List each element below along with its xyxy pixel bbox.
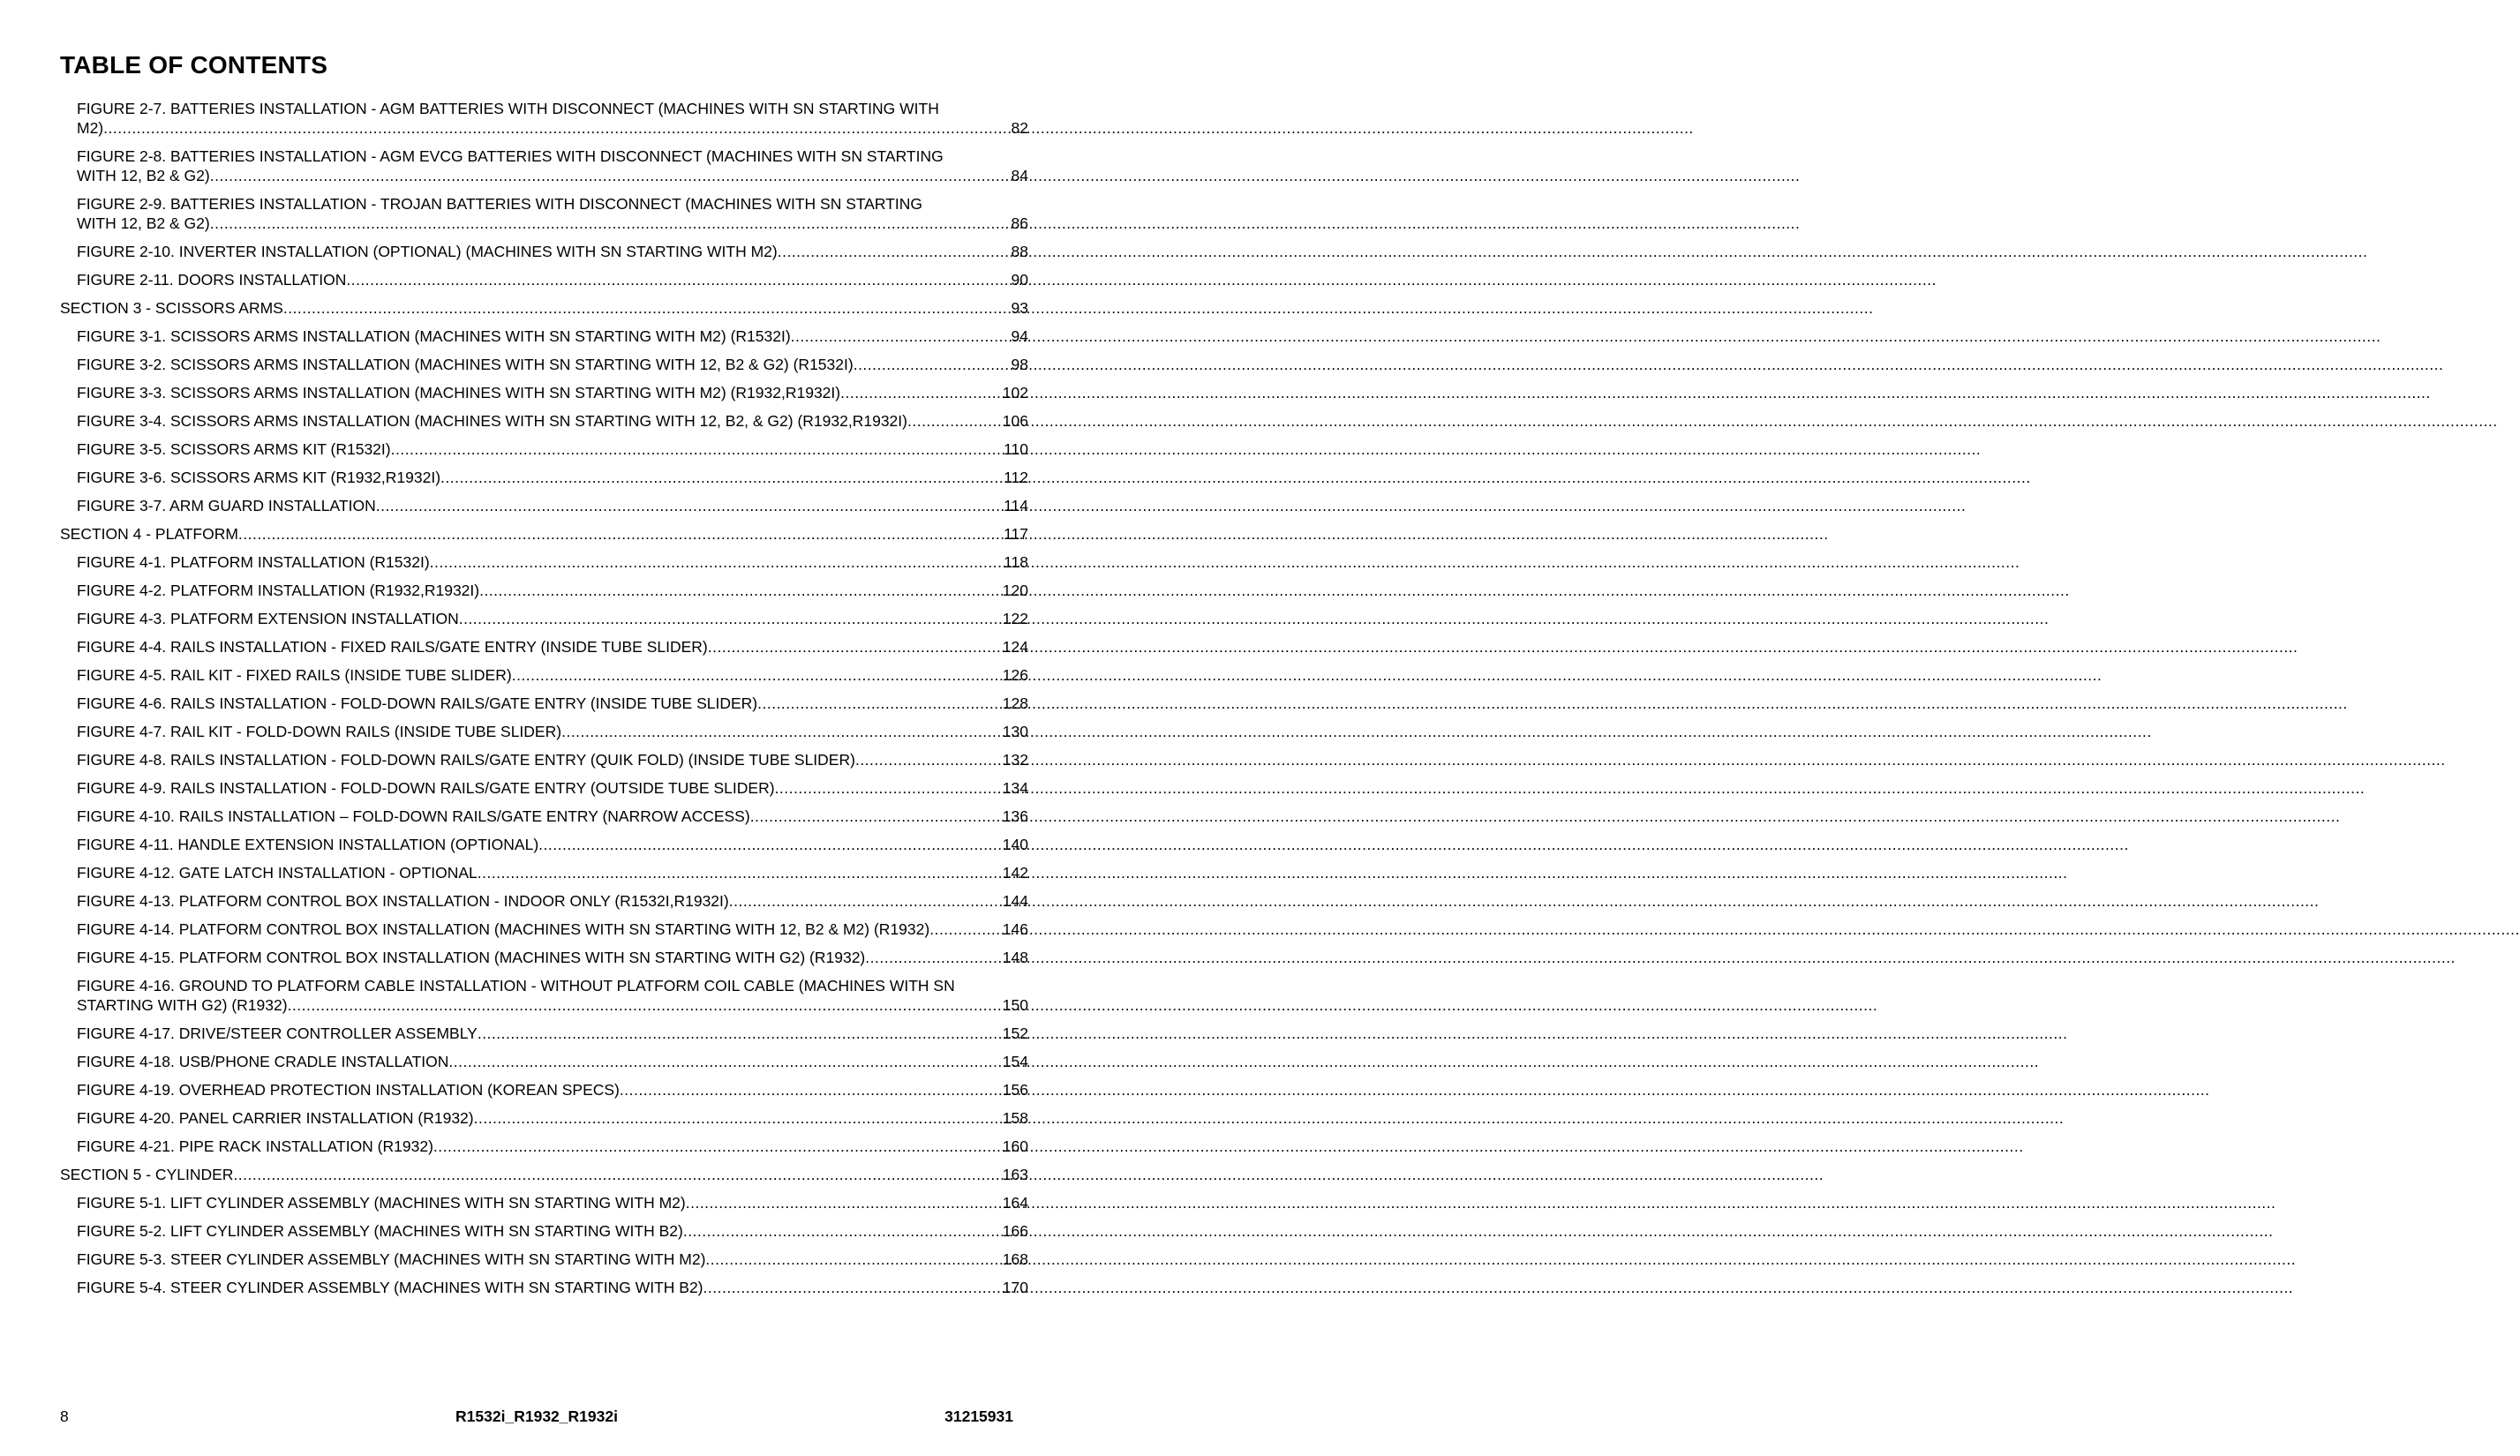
toc-figure-entry[interactable]	[77, 1024, 1028, 1043]
toc-figure-entry[interactable]	[77, 355, 1028, 374]
toc-entry-title-line1: FIGURE 2-9. BATTERIES INSTALLATION - TROJAN BATTERIES WITH DISCONNECT (MACHINES WITH SN STARTING	[77, 195, 923, 213]
toc-section-entry[interactable]	[60, 298, 1028, 318]
dot-leader	[757, 694, 1001, 713]
toc-figure-entry[interactable]	[77, 99, 1028, 138]
dot-leader	[775, 778, 1001, 798]
toc-figure-entry[interactable]	[77, 1250, 1028, 1269]
toc-figure-entry[interactable]	[77, 835, 1028, 854]
toc-figure-entry[interactable]	[77, 976, 1028, 1015]
toc-figure-entry[interactable]	[77, 722, 1028, 741]
toc-entry-page: 130	[1002, 723, 1028, 740]
toc-figure-entry[interactable]	[77, 750, 1028, 769]
toc-entry-title: FIGURE 4-14. PLATFORM CONTROL BOX INSTALLATION (MACHINES WITH SN STARTING WITH 12, B2 & M2) (R1932)	[77, 920, 930, 938]
toc-entry-page: 166	[1002, 1222, 1028, 1240]
toc-figure-entry[interactable]	[77, 948, 1028, 967]
toc-entry-page: 163	[1002, 1166, 1028, 1183]
toc-entry-page: 86	[1011, 214, 1028, 232]
toc-entry-title: FIGURE 4-13. PLATFORM CONTROL BOX INSTALLATION - INDOOR ONLY (R1532I,R1932I)	[77, 892, 729, 910]
toc-figure-entry[interactable]	[77, 919, 1028, 939]
toc-entry-page: 122	[1002, 610, 1028, 627]
toc-entry-title: FIGURE 4-8. RAILS INSTALLATION - FOLD-DOWN RAILS/GATE ENTRY (QUIK FOLD) (INSIDE TUBE SLIDER)	[77, 751, 855, 769]
toc-figure-entry[interactable]	[77, 1080, 1028, 1100]
dot-leader	[840, 383, 1001, 402]
dot-leader	[210, 214, 1010, 233]
toc-entry-page: 102	[1002, 384, 1028, 402]
dot-leader	[865, 948, 1001, 967]
toc-entry-page: 146	[1002, 920, 1028, 938]
dot-leader	[430, 552, 1002, 572]
toc-figure-entry[interactable]	[77, 637, 1028, 657]
toc-entry-title: WITH 12, B2 & G2)	[77, 167, 210, 184]
dot-leader	[238, 524, 1002, 544]
toc-entry-page: 144	[1002, 892, 1028, 910]
dot-leader	[448, 1052, 1000, 1071]
toc-entry-page: 120	[1002, 582, 1028, 599]
toc-entry-title: FIGURE 4-21. PIPE RACK INSTALLATION (R1932)	[77, 1137, 433, 1155]
toc-entry-title: FIGURE 4-7. RAIL KIT - FOLD-DOWN RAILS (INSIDE TUBE SLIDER)	[77, 723, 562, 740]
dot-leader	[708, 637, 1001, 657]
toc-entry-page: 82	[1011, 119, 1028, 137]
toc-figure-entry[interactable]	[77, 270, 1028, 289]
dot-leader	[433, 1137, 1001, 1156]
toc-entry-title: FIGURE 5-4. STEER CYLINDER ASSEMBLY (MACHINES WITH SN STARTING WITH B2)	[77, 1279, 703, 1296]
toc-entry-title: FIGURE 4-4. RAILS INSTALLATION - FIXED RAILS/GATE ENTRY (INSIDE TUBE SLIDER)	[77, 638, 708, 656]
toc-entry-title: SECTION 4 - PLATFORM	[60, 525, 238, 543]
toc-entry-page: 136	[1002, 807, 1028, 825]
dot-leader	[683, 1221, 1001, 1241]
dot-leader	[479, 581, 1001, 600]
toc-figure-entry[interactable]	[77, 194, 1028, 233]
toc-entry-title: FIGURE 4-10. RAILS INSTALLATION – FOLD-DOWN RAILS/GATE ENTRY (NARROW ACCESS)	[77, 807, 750, 825]
toc-figure-entry[interactable]	[77, 778, 1028, 798]
dot-leader	[376, 496, 1002, 515]
toc-entry-title-line1: FIGURE 2-7. BATTERIES INSTALLATION - AGM BATTERIES WITH DISCONNECT (MACHINES WITH SN STARTING WITH	[77, 100, 939, 117]
toc-entry-page: 140	[1002, 836, 1028, 853]
toc-list	[60, 99, 1028, 1297]
toc-entry-page: 152	[1002, 1024, 1028, 1042]
toc-figure-entry[interactable]	[77, 1278, 1028, 1297]
dot-leader	[686, 1193, 1001, 1212]
dot-leader	[512, 665, 1001, 685]
toc-entry-page: 158	[1002, 1109, 1028, 1127]
toc-entry-page: 114	[1004, 497, 1028, 514]
toc-entry-title: WITH 12, B2 & G2)	[77, 214, 210, 232]
toc-entry-page: 134	[1002, 779, 1028, 797]
toc-entry-page: 126	[1002, 666, 1028, 684]
dot-leader	[729, 891, 1001, 911]
toc-entry-title: FIGURE 5-1. LIFT CYLINDER ASSEMBLY (MACHINES WITH SN STARTING WITH M2)	[77, 1194, 686, 1212]
toc-figure-entry[interactable]	[77, 242, 1028, 261]
toc-entry-title: FIGURE 4-20. PANEL CARRIER INSTALLATION (R1932)	[77, 1109, 474, 1127]
dot-leader	[440, 468, 1002, 487]
toc-entry-page: 154	[1002, 1053, 1028, 1070]
dot-leader	[855, 750, 1001, 769]
footer-doc-number: 31215931	[944, 1407, 1013, 1425]
toc-entry-title: FIGURE 4-12. GATE LATCH INSTALLATION - OPTIONAL	[77, 864, 478, 882]
toc-entry-page: 132	[1002, 751, 1028, 769]
toc-entry-page: 148	[1002, 949, 1028, 966]
toc-entry-page: 156	[1002, 1081, 1028, 1099]
dot-leader	[391, 439, 1002, 459]
dot-leader	[283, 298, 1010, 318]
toc-entry-title: FIGURE 4-6. RAILS INSTALLATION - FOLD-DOWN RAILS/GATE ENTRY (INSIDE TUBE SLIDER)	[77, 694, 758, 712]
dot-leader	[791, 326, 1010, 346]
dot-leader	[778, 242, 1010, 261]
dot-leader	[538, 835, 1001, 854]
toc-entry-page: 160	[1002, 1137, 1028, 1155]
toc-entry-title: FIGURE 4-19. OVERHEAD PROTECTION INSTALLATION (KOREAN SPECS)	[77, 1081, 620, 1099]
toc-figure-entry[interactable]	[77, 581, 1028, 600]
toc-entry-title: STARTING WITH G2) (R1932)	[77, 996, 288, 1014]
dot-leader	[346, 270, 1009, 289]
toc-section-entry[interactable]	[60, 1165, 1028, 1184]
footer-page-number: 8	[60, 1407, 69, 1425]
toc-entry-page: 90	[1011, 271, 1028, 289]
toc-figure-entry[interactable]	[77, 552, 1028, 572]
toc-entry-title: FIGURE 3-6. SCISSORS ARMS KIT (R1932,R1932I)	[77, 469, 441, 486]
toc-entry-page: 84	[1011, 167, 1028, 184]
toc-figure-entry[interactable]	[77, 1221, 1028, 1241]
footer-model: R1532i_R1932_R1932i	[455, 1407, 618, 1425]
toc-figure-entry[interactable]	[77, 863, 1028, 882]
toc-figure-entry[interactable]	[77, 609, 1028, 628]
dot-leader	[703, 1278, 1001, 1297]
toc-entry-title: FIGURE 3-2. SCISSORS ARMS INSTALLATION (MACHINES WITH SN STARTING WITH 12, B2 & G2) (R1532I)	[77, 356, 854, 373]
toc-figure-entry[interactable]	[77, 383, 1028, 402]
dot-leader	[478, 1024, 1001, 1043]
page-title: TABLE OF CONTENTS	[60, 51, 328, 79]
toc-entry-title: FIGURE 3-1. SCISSORS ARMS INSTALLATION (MACHINES WITH SN STARTING WITH M2) (R1532I)	[77, 327, 791, 345]
toc-entry-page: 88	[1011, 243, 1028, 260]
toc-entry-title: FIGURE 4-18. USB/PHONE CRADLE INSTALLATION	[77, 1053, 449, 1070]
toc-entry-page: 150	[1002, 996, 1028, 1014]
toc-figure-entry[interactable]	[77, 326, 1028, 346]
toc-entry-page: 110	[1004, 440, 1028, 458]
toc-entry-title: FIGURE 2-10. INVERTER INSTALLATION (OPTIONAL) (MACHINES WITH SN STARTING WITH M2)	[77, 243, 778, 260]
toc-figure-entry[interactable]	[77, 1193, 1028, 1212]
toc-entry-page: 164	[1002, 1194, 1028, 1212]
dot-leader	[474, 1108, 1001, 1128]
dot-leader	[620, 1080, 1001, 1100]
toc-entry-page: 124	[1002, 638, 1028, 656]
toc-entry-page: 106	[1002, 412, 1028, 430]
toc-entry-title: FIGURE 3-3. SCISSORS ARMS INSTALLATION (MACHINES WITH SN STARTING WITH M2) (R1932,R1932I)	[77, 384, 841, 402]
toc-entry-title: FIGURE 4-17. DRIVE/STEER CONTROLLER ASSEMBLY	[77, 1024, 478, 1042]
toc-entry-title: FIGURE 5-2. LIFT CYLINDER ASSEMBLY (MACHINES WITH SN STARTING WITH B2)	[77, 1222, 683, 1240]
toc-figure-entry[interactable]	[77, 1108, 1028, 1128]
toc-figure-entry[interactable]	[77, 468, 1028, 487]
dot-leader	[210, 166, 1010, 185]
toc-figure-entry[interactable]	[77, 439, 1028, 459]
dot-leader	[705, 1250, 1000, 1269]
toc-entry-title: M2)	[77, 119, 104, 137]
toc-entry-page: 168	[1002, 1250, 1028, 1268]
toc-entry-title: FIGURE 4-2. PLATFORM INSTALLATION (R1932,R1932I)	[77, 582, 480, 599]
toc-entry-title-line1: FIGURE 2-8. BATTERIES INSTALLATION - AGM EVCG BATTERIES WITH DISCONNECT (MACHINES WITH SN STARTING	[77, 147, 944, 165]
toc-entry-title: FIGURE 3-7. ARM GUARD INSTALLATION	[77, 497, 376, 514]
toc-entry-page: 117	[1004, 525, 1028, 543]
dot-leader	[459, 609, 1001, 628]
toc-figure-entry[interactable]	[77, 891, 1028, 911]
dot-leader	[750, 807, 1001, 826]
toc-figure-entry[interactable]	[77, 1052, 1028, 1071]
toc-figure-entry[interactable]	[77, 665, 1028, 685]
toc-entry-title-line1: FIGURE 4-16. GROUND TO PLATFORM CABLE INSTALLATION - WITHOUT PLATFORM COIL CABLE (MACHINES WITH SN	[77, 977, 955, 994]
toc-entry-page: 94	[1011, 327, 1028, 345]
dot-leader	[907, 411, 1001, 431]
toc-figure-entry[interactable]	[77, 807, 1028, 826]
toc-entry-title: FIGURE 5-3. STEER CYLINDER ASSEMBLY (MACHINES WITH SN STARTING WITH M2)	[77, 1250, 706, 1268]
toc-entry-page: 128	[1002, 694, 1028, 712]
toc-entry-page: 142	[1002, 864, 1028, 882]
toc-figure-entry[interactable]	[77, 1137, 1028, 1156]
toc-entry-title: FIGURE 4-9. RAILS INSTALLATION - FOLD-DOWN RAILS/GATE ENTRY (OUTSIDE TUBE SLIDER)	[77, 779, 775, 797]
toc-entry-page: 118	[1004, 553, 1028, 571]
toc-entry-page: 112	[1004, 469, 1028, 486]
toc-entry-title: FIGURE 3-5. SCISSORS ARMS KIT (R1532I)	[77, 440, 391, 458]
toc-entry-title: FIGURE 2-11. DOORS INSTALLATION	[77, 271, 347, 289]
toc-entry-title: FIGURE 4-11. HANDLE EXTENSION INSTALLATION (OPTIONAL)	[77, 836, 539, 853]
toc-entry-title: FIGURE 4-1. PLATFORM INSTALLATION (R1532I)	[77, 553, 430, 571]
toc-entry-title: FIGURE 4-15. PLATFORM CONTROL BOX INSTALLATION (MACHINES WITH SN STARTING WITH G2) (R1932)	[77, 949, 866, 966]
toc-figure-entry[interactable]	[77, 146, 1028, 185]
toc-figure-entry[interactable]	[77, 694, 1028, 713]
toc-figure-entry[interactable]	[77, 411, 1028, 431]
toc-entry-page: 170	[1002, 1279, 1028, 1296]
toc-section-entry[interactable]	[60, 524, 1028, 544]
toc-entry-title: FIGURE 4-5. RAIL KIT - FIXED RAILS (INSIDE TUBE SLIDER)	[77, 666, 512, 684]
dot-leader	[288, 995, 1001, 1015]
dot-leader	[561, 722, 1001, 741]
toc-entry-page: 98	[1011, 356, 1028, 373]
toc-entry-title: FIGURE 3-4. SCISSORS ARMS INSTALLATION (MACHINES WITH SN STARTING WITH 12, B2, & G2) (R1932,R1932I)	[77, 412, 907, 430]
dot-leader	[103, 118, 1009, 138]
toc-entry-title: SECTION 3 - SCISSORS ARMS	[60, 299, 283, 317]
toc-entry-page: 93	[1011, 299, 1028, 317]
toc-entry-title: FIGURE 4-3. PLATFORM EXTENSION INSTALLATION	[77, 610, 459, 627]
dot-leader	[854, 355, 1010, 374]
dot-leader	[929, 919, 1001, 939]
toc-entry-title: SECTION 5 - CYLINDER	[60, 1166, 234, 1183]
dot-leader	[478, 863, 1001, 882]
toc-figure-entry[interactable]	[77, 496, 1028, 515]
dot-leader	[233, 1165, 1000, 1184]
